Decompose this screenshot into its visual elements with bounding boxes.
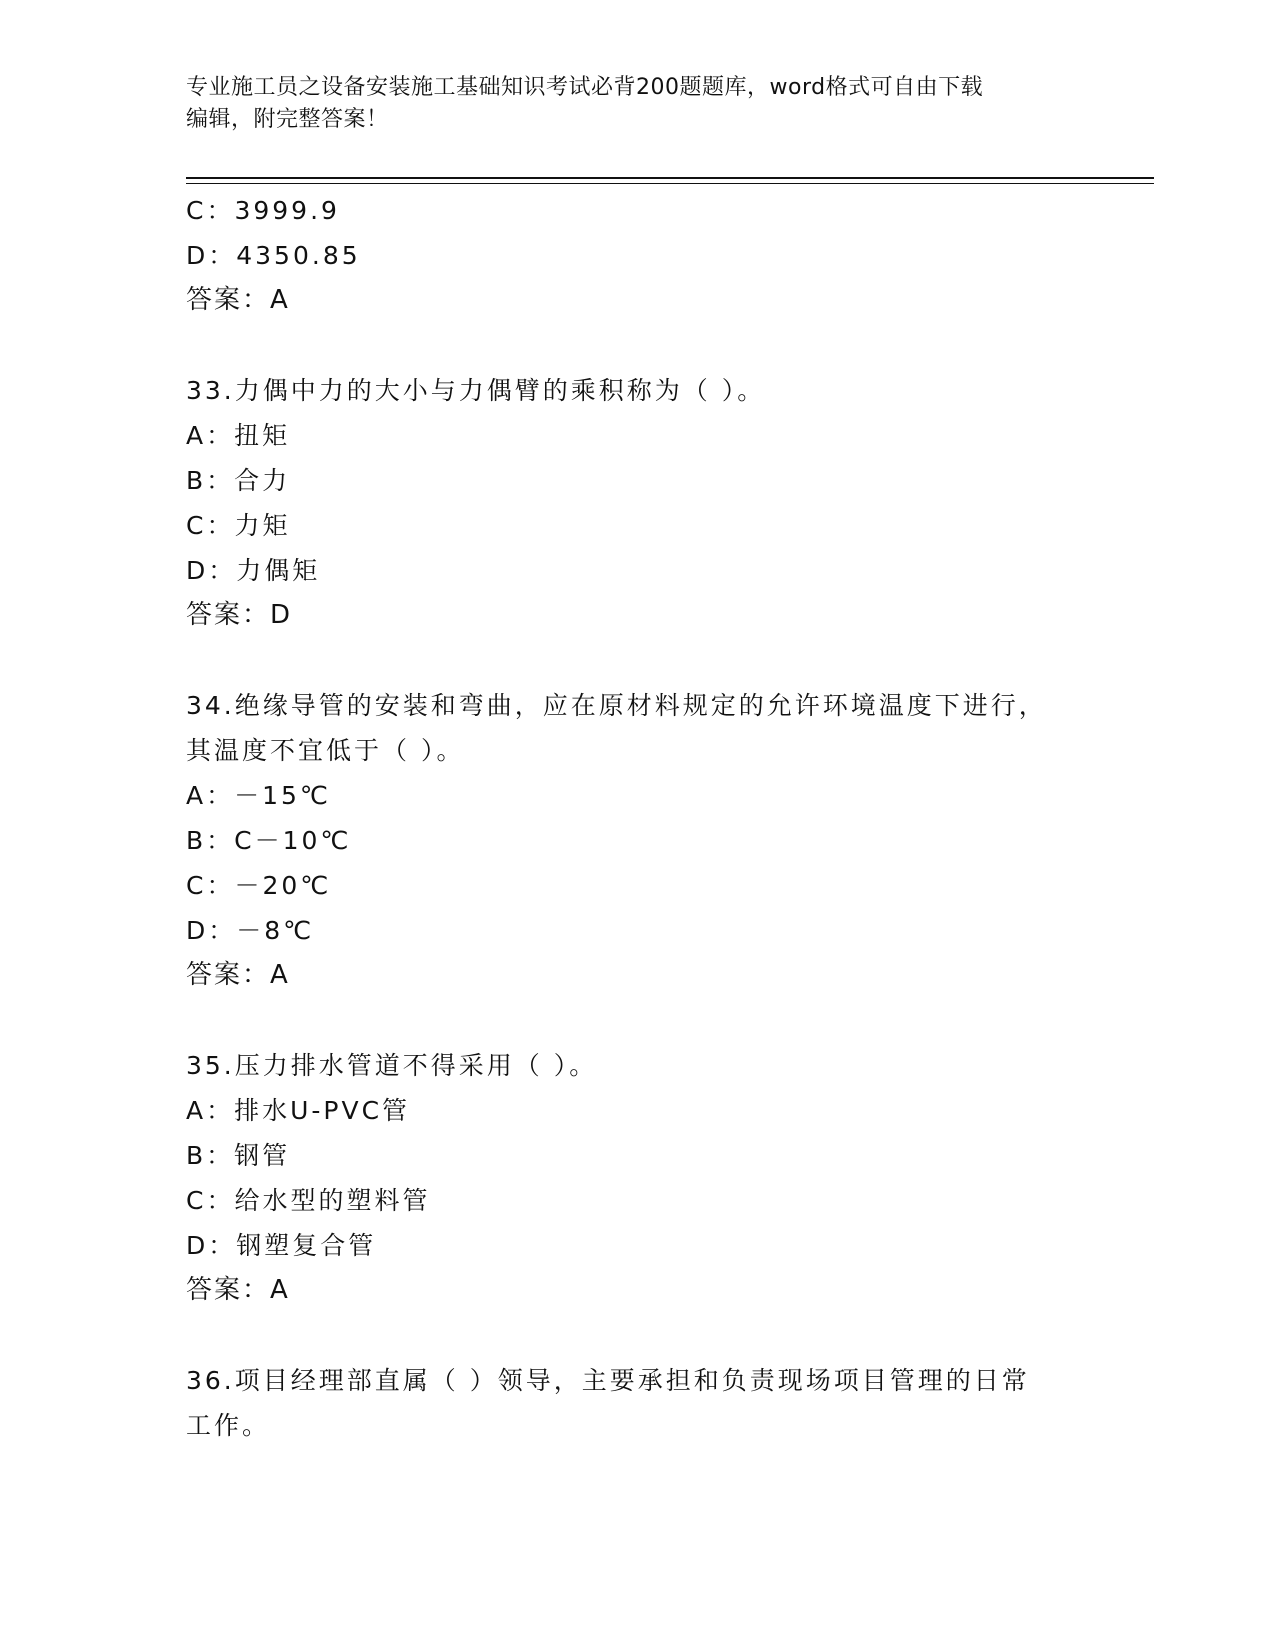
option-a: A：－15℃: [186, 781, 331, 810]
option-a: A：排水U-PVC管: [186, 1096, 411, 1125]
page-header: [186, 72, 1086, 136]
answer: 答案：A: [186, 1275, 290, 1305]
header-title-line2: 编辑，附完整答案！: [186, 107, 389, 132]
option-b: B：合力: [186, 466, 291, 495]
question-stem-line1: 34.绝缘导管的安装和弯曲，应在原材料规定的允许环境温度下进行，: [186, 691, 1047, 720]
question-36: [186, 1358, 1086, 1448]
header-rule-thick: [186, 177, 1154, 179]
option-b: B：钢管: [186, 1141, 291, 1170]
answer: 答案：A: [186, 960, 290, 990]
question-33: [186, 368, 1086, 638]
option-d: D：－8℃: [186, 916, 315, 945]
option-c: C：给水型的塑料管: [186, 1186, 431, 1215]
question-stem-line2: 工作。: [186, 1411, 271, 1440]
question-stem: 33.力偶中力的大小与力偶臂的乘积称为（ ）。: [186, 376, 766, 405]
question-stem: 35.压力排水管道不得采用（ ）。: [186, 1051, 598, 1080]
question-stem-line1: 36.项目经理部直属（ ）领导，主要承担和负责现场项目管理的日常: [186, 1366, 1030, 1395]
question-32-tail: [186, 188, 1086, 323]
option-d: D：钢塑复合管: [186, 1231, 377, 1260]
option-a: A：扭矩: [186, 421, 291, 450]
option-c: C：－20℃: [186, 871, 332, 900]
option-b: B：C－10℃: [186, 826, 352, 855]
question-content: [186, 188, 1086, 1448]
answer: 答案：D: [186, 600, 293, 630]
option-d: D：力偶矩: [186, 556, 321, 585]
header-title-line1: 专业施工员之设备安装施工基础知识考试必背200题题库，word格式可自由下载: [186, 75, 984, 100]
option-d: D：4350.85: [186, 241, 361, 270]
header-rule-thin: [186, 183, 1154, 184]
option-c: C：3999.9: [186, 196, 340, 225]
question-35: [186, 1043, 1086, 1313]
answer: 答案：A: [186, 285, 290, 315]
option-c: C：力矩: [186, 511, 291, 540]
question-stem-line2: 其温度不宜低于（ ）。: [186, 736, 465, 765]
question-34: [186, 683, 1086, 998]
